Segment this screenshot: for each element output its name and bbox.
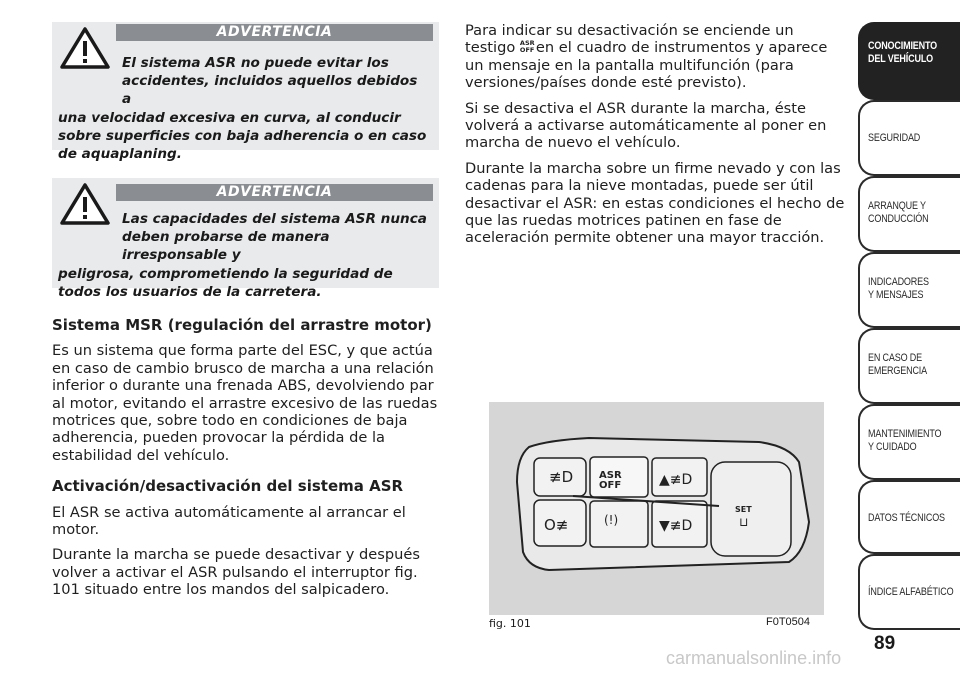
warning-box-2 — [52, 178, 439, 300]
asr-paragraph-1: El ASR se activa automáticamente al arrancar el motor. — [52, 503, 406, 539]
tab-indice[interactable] — [858, 554, 960, 630]
tab-label: DATOS TÉCNICOS — [868, 512, 945, 524]
right-paragraph-1 — [465, 22, 847, 92]
asr-button-label: ASR — [599, 470, 622, 481]
asr-off-icon — [520, 40, 536, 53]
figure-code: F0T0504 — [766, 616, 811, 628]
tab-label: SEGURIDAD — [868, 132, 921, 144]
watermark: carmanualsonline.info — [666, 648, 842, 668]
svg-text:O≢: O≢ — [544, 516, 569, 534]
warning-title: ADVERTENCIA — [116, 184, 433, 201]
asr-icon-line-2: OFF — [519, 45, 535, 54]
off-button-label: OFF — [599, 480, 622, 491]
right-paragraph-2: Si se desactiva el ASR durante la marcha, éste volverá a activarse automáticamente al poner en marcha de nuevo el vehículo. — [465, 99, 827, 152]
svg-text:▼≢D: ▼≢D — [659, 518, 693, 534]
left-column — [52, 317, 440, 607]
figure-101 — [489, 402, 824, 615]
warning-box-1 — [52, 22, 439, 163]
tab-indicadores[interactable] — [858, 252, 960, 328]
right-p1-a: Para indicar su desactivación se enciende un testigo — [465, 22, 794, 57]
asr-paragraph-2: Durante la marcha se puede desactivar y después volver a activar el ASR pulsando el interruptor fig. 101 situado entre los mandos del salpicadero. — [52, 546, 420, 599]
page-number: 89 — [874, 633, 896, 654]
tab-label: CONOCIMIENTO DEL VEHÍCULO — [868, 40, 938, 65]
set-button-label: SET — [735, 505, 752, 514]
figure-label: fig. 101 — [489, 617, 531, 630]
svg-text:(!): (!) — [604, 513, 619, 527]
tab-conocimiento[interactable] — [858, 22, 960, 100]
svg-text:≢D: ≢D — [549, 468, 574, 486]
tab-seguridad[interactable] — [858, 100, 960, 176]
warning-text — [58, 210, 431, 301]
tab-label: ARRANQUE Y CONDUCCIÓN — [868, 200, 929, 225]
tab-emergencia[interactable] — [858, 328, 960, 404]
switch-panel-illustration — [489, 402, 824, 615]
warning-text-rest: una velocidad excesiva en curva, al conducir sobre superficies con baja adherencia o en caso de aquaplaning. — [58, 109, 427, 163]
tab-mantenimiento[interactable] — [858, 404, 960, 480]
tab-arranque[interactable] — [858, 176, 960, 252]
right-column — [465, 22, 847, 255]
warning-title: ADVERTENCIA — [116, 24, 433, 41]
right-paragraph-3: Durante la marcha sobre un firme nevado y con las cadenas para la nieve montadas, puede ser útil desactivar el ASR: en estas condiciones el hecho de que las ruedas motrices patinen en fase de aceleración permite obtener una mayor tracción. — [465, 159, 845, 247]
warning-text-indent: Las capacidades del sistema ASR nunca deben probarse de manera irresponsable y — [122, 211, 427, 264]
asr-icon-line-1: ASR — [519, 39, 535, 48]
tab-label: MANTENIMIENTO Y CUIDADO — [868, 428, 942, 453]
tab-label: INDICADORES Y MENSAJES — [868, 276, 929, 301]
svg-text:▲≢D: ▲≢D — [659, 472, 693, 488]
tab-datos-tecnicos[interactable] — [858, 480, 960, 554]
svg-text:⊔: ⊔ — [739, 515, 749, 529]
msr-paragraph: Es un sistema que forma parte del ESC, y que actúa en caso de cambio brusco de marcha a una relación inferior o durante una frenada ABS, devolviendo par al motor, evitando el arrastre excesivo de las ruedas motrices que, sobre todo en condiciones de baja adherencia, pueden provocar la pérdida de la estabilidad del vehículo. — [52, 342, 438, 464]
chapter-tabs — [858, 0, 960, 630]
warning-text-indent: El sistema ASR no puede evitar los accidentes, incluidos aquellos debidos a — [122, 55, 418, 108]
right-p1-b: en el cuadro de instrumentos y aparece un mensaje en la pantalla multifunción (para versiones/países donde esté previsto). — [465, 39, 828, 92]
warning-text — [58, 54, 431, 163]
warning-text-rest: peligrosa, comprometiendo la seguridad de todos los usuarios de la carretera. — [58, 265, 393, 300]
tab-label: ÍNDICE ALFABÉTICO — [868, 586, 954, 598]
tab-label: EN CASO DE EMERGENCIA — [868, 352, 928, 377]
asr-heading: Activación/desactivación del sistema ASR — [52, 477, 404, 496]
msr-heading: Sistema MSR (regulación del arrastre motor) — [52, 316, 432, 334]
